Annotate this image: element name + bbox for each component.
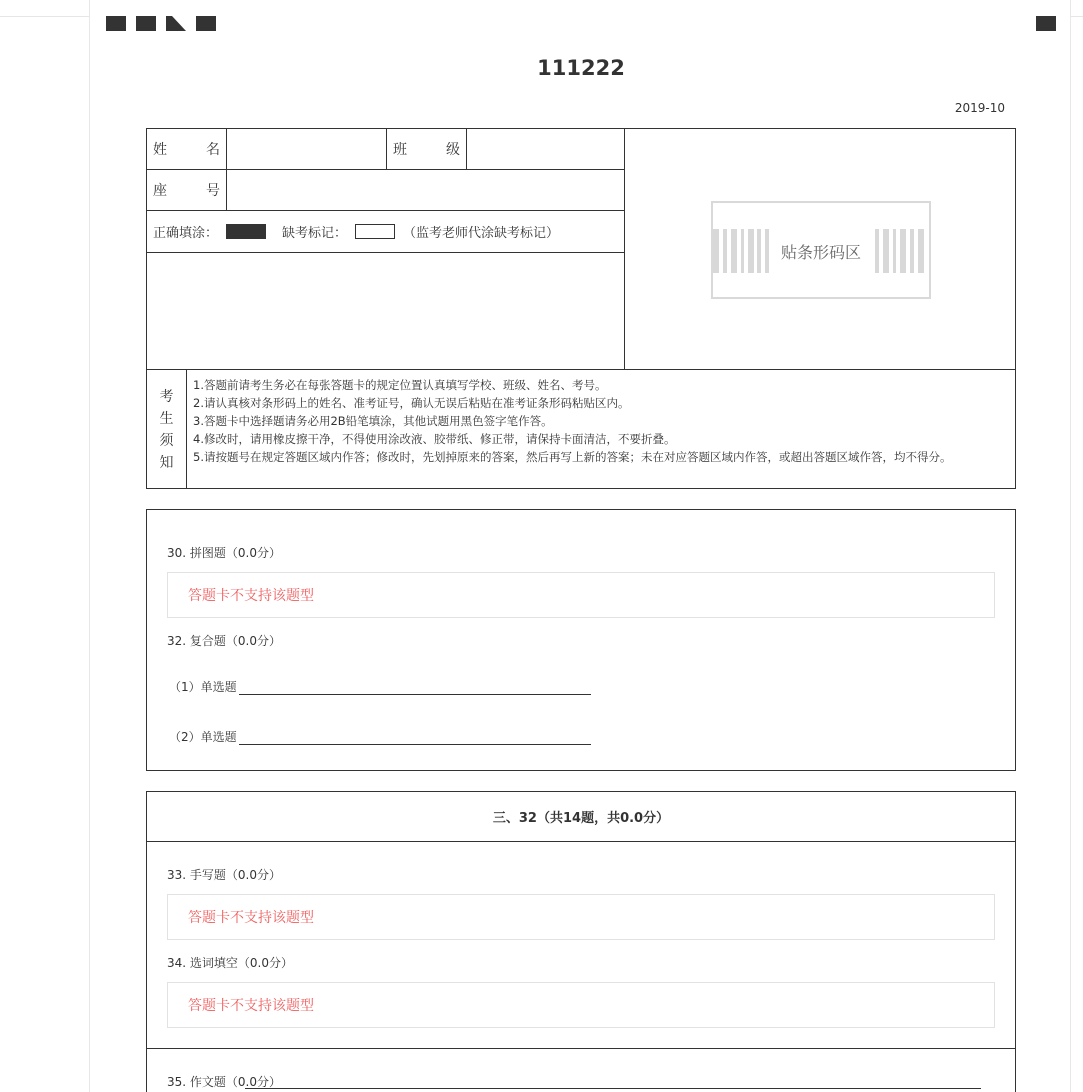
correct-fill-swatch [226, 224, 266, 239]
absent-note: （监考老师代涂缺考标记） [403, 226, 560, 241]
barcode-label: 贴条形码区 [769, 235, 873, 267]
barcode-area [625, 129, 1015, 369]
position-mark [106, 16, 126, 31]
instructions-list [193, 376, 951, 466]
question-32-title: 32. 复合题（0.0分） [167, 634, 281, 648]
exam-instructions [147, 369, 1015, 488]
seat-row [147, 170, 624, 211]
position-mark-triangle [166, 16, 186, 31]
absent-label: 缺考标记： [282, 226, 348, 241]
answer-section-3 [146, 791, 1016, 1092]
exam-title: 111222 [537, 56, 625, 80]
answer-sheet [89, 0, 1071, 1092]
question-34-title: 34. 选词填空（0.0分） [167, 956, 293, 970]
instruction-item: 2.请认真核对条形码上的姓名、准考证号，确认无误后粘贴在准考证条形码粘贴区内。 [193, 396, 630, 410]
question-30-unsupported-notice: 答题卡不支持该题型 [167, 572, 995, 618]
question-35-title: 35. 作文题（0.0分） [167, 1075, 281, 1089]
barcode-sticker-zone [711, 201, 931, 299]
instructions-label: 考 生 须 知 [147, 370, 187, 489]
seat-field[interactable] [227, 170, 624, 210]
class-label: 班 级 [387, 129, 467, 169]
answer-line[interactable] [239, 683, 591, 695]
section-title: 三、32（共14题，共0.0分） [147, 792, 1015, 842]
answer-section-1 [146, 509, 1016, 771]
class-field[interactable] [467, 129, 624, 169]
absent-mark-box[interactable] [355, 224, 395, 239]
name-field[interactable] [227, 129, 387, 169]
name-class-row [147, 129, 624, 170]
question-33-unsupported-notice: 答题卡不支持该题型 [167, 894, 995, 940]
seat-label: 座 号 [147, 170, 227, 210]
question-30-title: 30. 拼图题（0.0分） [167, 546, 281, 560]
exam-number-area[interactable] [147, 253, 624, 369]
position-mark [1036, 16, 1056, 31]
question-32-sub-2: （2）单选题 [169, 728, 591, 745]
instruction-item: 3.答题卡中选择题请务必用2B铅笔填涂，其他试题用黑色签字笔作答。 [193, 414, 553, 428]
student-info-block [146, 128, 1016, 489]
fill-example-row [147, 211, 624, 253]
student-info-fields [147, 129, 625, 369]
answer-line[interactable] [239, 733, 591, 745]
essay-answer-line[interactable] [245, 1074, 981, 1089]
exam-date: 2019-10 [954, 101, 1005, 115]
correct-fill-label: 正确填涂： [153, 226, 219, 241]
question-divider [147, 1048, 1015, 1049]
position-mark [136, 16, 156, 31]
instruction-item: 1.答题前请考生务必在每张答题卡的规定位置认真填写学校、班级、姓名、考号。 [193, 378, 607, 392]
question-34-unsupported-notice: 答题卡不支持该题型 [167, 982, 995, 1028]
name-label: 姓 名 [147, 129, 227, 169]
instruction-item: 5.请按题号在规定答题区域内作答；修改时，先划掉原来的答案，然后再写上新的答案；未在对应答题区域内作答，或超出答题区域作答，均不得分。 [193, 450, 952, 464]
question-33-title: 33. 手写题（0.0分） [167, 868, 281, 882]
instruction-item: 4.修改时，请用橡皮擦干净，不得使用涂改液、胶带纸、修正带，请保持卡面清洁，不要折叠。 [193, 432, 676, 446]
question-32-sub-1: （1）单选题 [169, 678, 591, 695]
position-mark [196, 16, 216, 31]
